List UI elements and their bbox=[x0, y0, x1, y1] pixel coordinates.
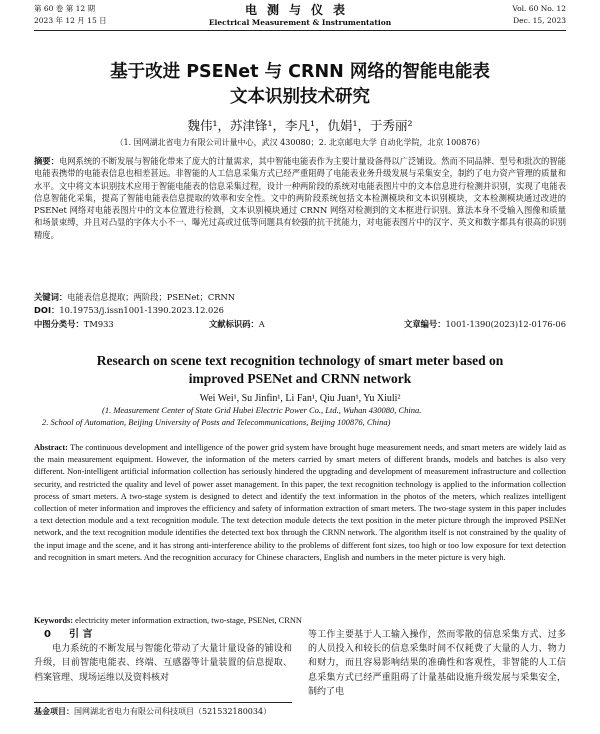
title-cn-line1: 基于改进 PSENet 与 CRNN 网络的智能电能表 bbox=[110, 62, 490, 82]
paper-title-cn bbox=[34, 60, 566, 110]
journal-name bbox=[34, 3, 566, 28]
abstract-en-label: Abstract: bbox=[34, 443, 68, 452]
paper-title-en bbox=[34, 352, 566, 388]
keywords-en bbox=[34, 615, 566, 627]
keywords-cn-label: 关键词： bbox=[34, 292, 68, 302]
doi-label: DOI： bbox=[34, 305, 60, 315]
abstract-en-text: The continuous development and intelligence of the power grid system have brought huge measurement needs, and smart meters are widely laid as the main measurement equipment. However, the information of the meters carried by smart meters of different brands, models and batches is also very different. Non-intelligent artificial information collection has seriously hindered the upgrading and development of measurement infrastructure and collection security, and restricted the quality and level of power asset management. In this paper, the text recognition technology is applied to the information collection process of smart meters. A two-stage system is designed to detect and identify the text information in the photos of the meters, which realizes intelligent collection of meter information and improves the efficiency and safety of information extraction of smart meters. The two-stage system in this paper includes a text detection module and a text recognition module. The text detection module detects the text position in the meter picture through the improved PSENet network, and the text recognition module identifies the detected text box through the CRNN network. The algorithm itself is not constrained by the quality of the input image and the scene, and it has strong anti-interference ability to the problems of different font sizes, too high or too low exposure for text detection and recognition in smart meters. And the recognition accuracy for Chinese characters, English and numbers in the meter picture is very high. bbox=[34, 443, 566, 562]
affiliation-en-2: 2. School of Automation, Beijing University of Posts and Telecommunications, Beijing 100876, China) bbox=[42, 416, 391, 427]
title-cn-line2: 文本识别技术研究 bbox=[230, 87, 370, 107]
fund-label: 基金项目： bbox=[34, 707, 74, 716]
body-column-right bbox=[308, 628, 566, 699]
keywords-cn bbox=[34, 291, 566, 303]
classification-row bbox=[34, 318, 566, 331]
fund-text: 国网湖北省电力有限公司科技项目（521532180034） bbox=[74, 707, 272, 716]
clc-label: 中图分类号： bbox=[34, 319, 84, 329]
clc-value: TM933 bbox=[83, 319, 114, 329]
article-number bbox=[404, 318, 566, 330]
volume-issue: 第 60 卷 第 12 期 bbox=[34, 4, 96, 13]
doi-value: 10.19753/j.issn1001-1390.2023.12.026 bbox=[59, 305, 224, 315]
title-en-line1: Research on scene text recognition technology of smart meter based on bbox=[96, 353, 504, 368]
abstract-cn bbox=[34, 155, 566, 241]
doc-code bbox=[209, 318, 265, 330]
fund-footnote bbox=[34, 702, 292, 717]
abstract-cn-text: 电网系统的不断发展与智能化带来了庞大的计量需求，其中智能电能表作为主要计量设备得以广泛铺设。然而不同品牌、型号和批次的智能电能表携带的电能表信息也相差甚远。非智能的人工信息采集方式已经严重阻碍了电能表业务升级发展与采集安全，制约了电力资产管理的质量和水平。文中将文本识别技术应用于智能电能表的信息采集过程，设计一种两阶段的系统对电能表图片中的文本信息进行检测并识别，实现了电能表信息智能化采集，提高了智能电能表信息提取的效率和安全性。文中的两阶段系统包括文本检测模块和文本识别模块，文本检测模块通过改进的 PSENet 网络对电能表图片中的文本位置进行检测，文本识别模块通过 CRNN 网络对检测到的文本框进行识别。算法本身不受输入图像和质量和场景束缚，并且对凸显的字体大小不一、曝光过高或过低等问题具有较强的抗干扰能力，对电能表图片中的汉字、英文和数字都具有很高的识别精度。 bbox=[34, 156, 566, 240]
doc-label: 文献标识码： bbox=[209, 319, 259, 329]
issue-info-en bbox=[512, 3, 566, 27]
abstract-cn-label: 摘要： bbox=[34, 156, 59, 166]
affiliations-en bbox=[34, 405, 566, 428]
journal-name-cn: 电测与仪表 bbox=[244, 3, 355, 17]
issue-date: 2023 年 12 月 15 日 bbox=[34, 16, 107, 25]
article-label: 文章编号： bbox=[404, 319, 446, 329]
article-value: 1001-1390(2023)12-0176-06 bbox=[445, 319, 566, 329]
section-title: 引 言 bbox=[68, 629, 93, 640]
header-rule bbox=[34, 30, 566, 31]
authors-en: Wei Wei¹, Su Jinfin¹, Li Fan¹, Qiu Juan¹, Yu Xiuli² bbox=[199, 393, 401, 404]
issue-date-en: Dec. 15, 2023 bbox=[513, 16, 566, 25]
section-heading-intro bbox=[44, 628, 292, 642]
clc-number bbox=[34, 318, 114, 330]
keywords-en-label: Keywords: bbox=[34, 616, 74, 625]
title-en-line2: improved PSENet and CRNN network bbox=[188, 371, 412, 386]
affiliation-en-1: (1. Measurement Center of State Grid Hubei Electric Power Co., Ltd., Wuhan 430080, China. bbox=[102, 405, 422, 415]
keywords-cn-text: 电能表信息提取；两阶段；PSENet；CRNN bbox=[67, 292, 236, 302]
intro-paragraph-left: 电力系统的不断发展与智能化带动了大量计量设备的铺设和升级，目前智能电能表、终端、互感器等计量装置的信息提取、档案管理、现场运维以及资料核对 bbox=[34, 644, 292, 683]
intro-paragraph-right: 等工作主要基于人工输入操作，然而零散的信息采集方式、过多的人员投入和较长的信息采集时间不仅耗费了大量的人力、物力和财力，而且容易影响结果的准确性和客观性，非智能的人工信息采集方式已经严重阻碍了计量基础设施升级发展与采集安全，制约了电 bbox=[308, 630, 566, 697]
section-number: 0 bbox=[44, 629, 51, 640]
doi bbox=[34, 304, 566, 316]
affiliations-cn: （1. 国网湖北省电力有限公司计量中心，武汉 430080；2. 北京邮电大学 自动化学院，北京 100876） bbox=[115, 138, 485, 147]
body-column-left bbox=[34, 628, 292, 685]
abstract-en bbox=[34, 442, 566, 564]
keywords-en-text: electricity meter information extraction, two-stage, PSENet, CRNN bbox=[75, 616, 302, 625]
doc-value: A bbox=[258, 319, 265, 329]
volume-issue-en: Vol. 60 No. 12 bbox=[512, 4, 566, 13]
journal-name-en: Electrical Measurement & Instrumentation bbox=[208, 18, 392, 27]
running-header bbox=[34, 3, 566, 35]
authors-cn: 魏伟¹，苏津锋¹，李凡¹，仇娟¹，于秀丽² bbox=[187, 118, 413, 133]
